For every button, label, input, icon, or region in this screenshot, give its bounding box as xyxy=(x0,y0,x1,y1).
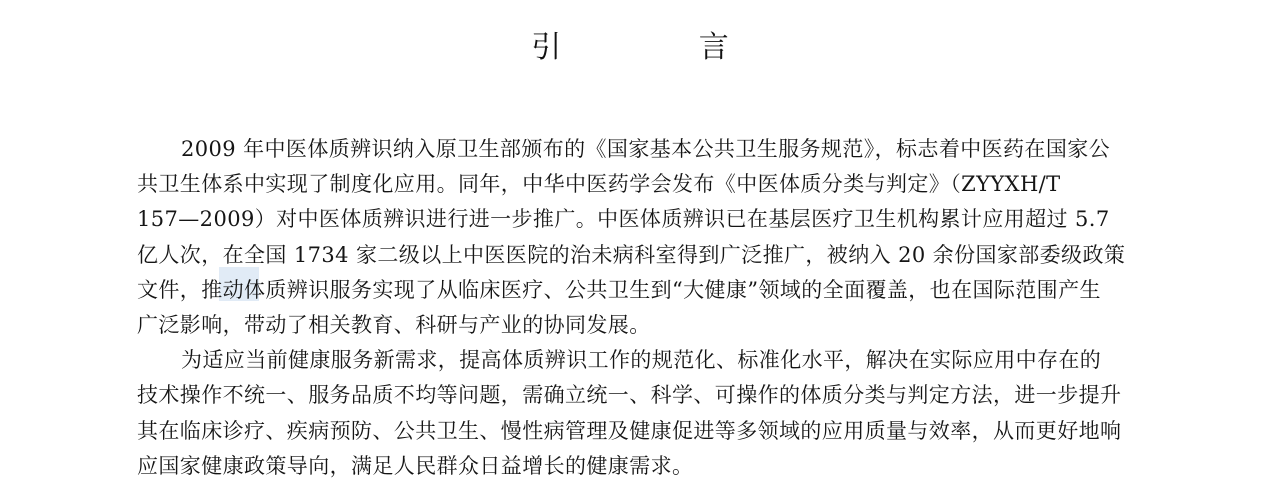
paragraph-line[interactable]: 广泛影响，带动了相关教育、科研与产业的协同发展。 xyxy=(137,312,651,337)
paragraph-1 xyxy=(137,132,1127,343)
paragraph-line[interactable]: 应国家健康政策导向，满足人民群众日益增长的健康需求。 xyxy=(137,453,694,478)
paragraph-line[interactable]: 为适应当前健康服务新需求，提高体质辨识工作的规范化、标准化水平，解决在实际应用中存在的 xyxy=(181,348,1102,373)
paragraph-line[interactable]: 其在临床诊疗、疾病预防、公共卫生、慢性病管理及健康促进等多领域的应用质量与效率，从而更好地响 xyxy=(137,418,1122,443)
paragraph-line[interactable]: 2009 年中医体质辨识纳入原卫生部颁布的《国家基本公共卫生服务规范》，标志着中医药在国家公 xyxy=(181,137,1111,161)
paragraph-line[interactable]: 亿人次，在全国 1734 家二级以上中医医院的治未病科室得到广泛推广，被纳入 20 余份国家部委级政策 xyxy=(137,242,1126,267)
paragraph-line[interactable]: 技术操作不统一、服务品质不均等问题，需确立统一、科学、可操作的体质分类与判定方法，进一步提升 xyxy=(137,383,1122,408)
page-title: 引 言 xyxy=(531,30,793,65)
paragraph-line[interactable]: 共卫生体系中实现了制度化应用。同年，中华中医药学会发布《中医体质分类与判定》（ZYYXH/T xyxy=(137,172,1061,197)
document-body xyxy=(137,132,1127,484)
paragraph-line[interactable]: 157—2009）对中医体质辨识进行进一步推广。中医体质辨识已在基层医疗卫生机构累计应用超过 5.7 xyxy=(137,207,1110,232)
paragraph-2 xyxy=(137,343,1127,484)
paragraph-line[interactable]: 文件，推动体质辨识服务实现了从临床医疗、公共卫生到“大健康”领域的全面覆盖，也在国际范围产生 xyxy=(137,277,1101,302)
